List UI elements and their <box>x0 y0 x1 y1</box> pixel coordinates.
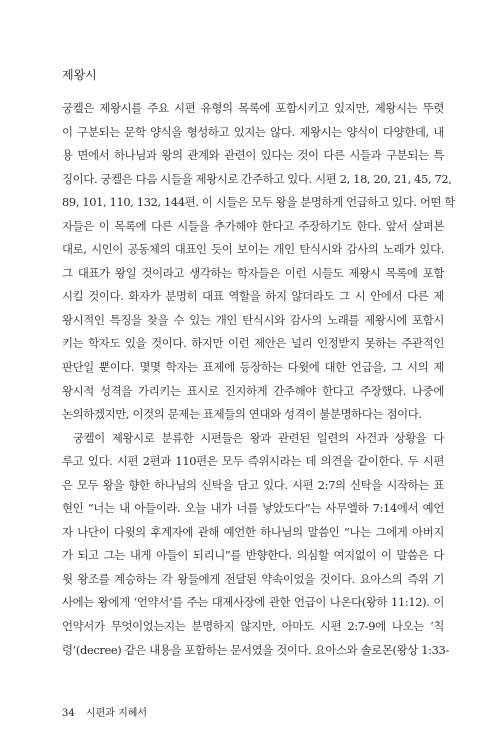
running-footer-title: 시편과 지혜서 <box>85 708 148 719</box>
text-line: 판단일 뿐이다. 몇몇 학자는 표제에 등장하는 다윗에 대한 언급을, 그 시의 제 <box>62 360 444 375</box>
paragraph-first-line: 궁켈이 제왕시로 분류한 시편들은 왕과 관련된 일련의 사건과 상황을 다 <box>73 430 444 445</box>
text-line: 용 면에서 하나님과 왕의 관계와 관련이 있다는 것이 다른 시들과 구분되는 특 <box>62 148 444 163</box>
text-line: 사에는 왕에게 ‘언약서’를 주는 대제사장에 관한 언급이 나온다(왕하 11:12). 이 <box>62 595 444 610</box>
text-line: 이 구분되는 문학 양식을 형성하고 있지는 않다. 제왕시는 양식이 다양한데, 내 <box>62 124 444 139</box>
page-number: 34 <box>62 708 75 719</box>
body-text <box>62 97 456 662</box>
text-line: 은 모두 왕을 향한 하나님의 신탁을 담고 있다. 시편 2:7의 신탁을 시작하는 표 <box>62 477 444 492</box>
text-line: 키는 학자도 있을 것이다. 하지만 이런 제안은 널리 인정받지 못하는 주관적인 <box>62 336 444 351</box>
paragraph-last-line: 논의하겠지만, 이것의 문제는 표제들의 연대와 성격이 불분명하다는 점이다. <box>62 407 422 422</box>
text-line: 루고 있다. 시편 2편과 110편은 모두 즉위시라는 데 의견을 같이한다. 두 시편 <box>62 454 444 469</box>
text-line: 자들은 이 목록에 다른 시들을 추가해야 한다고 주장하기도 한다. 앞서 살펴본 <box>62 218 444 233</box>
text-line: 궁켈은 제왕시를 주요 시편 유형의 목록에 포함시키고 있지만, 제왕시는 뚜렷 <box>62 101 444 115</box>
text-line: 대로, 시인이 공동체의 대표인 듯이 보이는 개인 탄식시와 감사의 노래가 있다. <box>62 242 444 257</box>
text-line: 윗 왕조를 계승하는 각 왕들에게 전달된 약속이었을 것이다. 요아스의 즉위 기 <box>62 571 444 586</box>
page-footer <box>62 704 147 719</box>
text-line: 왕시적 성격을 가리키는 표시로 진지하게 간주해야 한다고 주장했다. 나중에 <box>62 383 444 398</box>
text-line: 가 되고 그는 내게 아들이 되리니”를 반향한다. 의심할 여지없이 이 말씀은 다 <box>62 548 444 563</box>
text-line: 왕시적인 특징을 찾을 수 있는 개인 탄식시와 감사의 노래를 제왕시에 포함시 <box>62 312 444 327</box>
text-line: 시킬 것이다. 화자가 분명히 대표 역할을 하지 않더라도 그 시 안에서 다른 제 <box>62 289 444 304</box>
running-header: 제왕시 <box>62 68 97 82</box>
text-line: 언약서가 무엇이었는지는 분명하지 않지만, 아마도 시편 2:7-9에 나오는 ‘칙 <box>62 619 444 634</box>
text-line: 자 나단이 다윗의 후계자에 관해 예언한 하나님의 말씀인 “나는 그에게 아버지 <box>62 524 444 539</box>
text-line: 89, 101, 110, 132, 144편. 이 시들은 모두 왕을 분명하게 언급하고 있다. 어떤 학 <box>62 195 456 210</box>
text-line: 령’(decree) 같은 내용을 포함하는 문서였을 것이다. 요아스와 솔로몬(왕상 1:33- <box>62 642 449 657</box>
text-line: 그 대표가 왕일 것이라고 생각하는 학자들은 이런 시들도 제왕시 목록에 포함 <box>62 265 444 280</box>
text-line: 징이다. 궁켈은 다음 시들을 제왕시로 간주하고 있다. 시편 2, 18, 20, 21, 45, 72, <box>62 171 452 186</box>
text-line: 현인 “너는 내 아들이라. 오늘 내가 너를 낳았도다”는 사무엘하 7:14에서 예언 <box>62 501 444 516</box>
